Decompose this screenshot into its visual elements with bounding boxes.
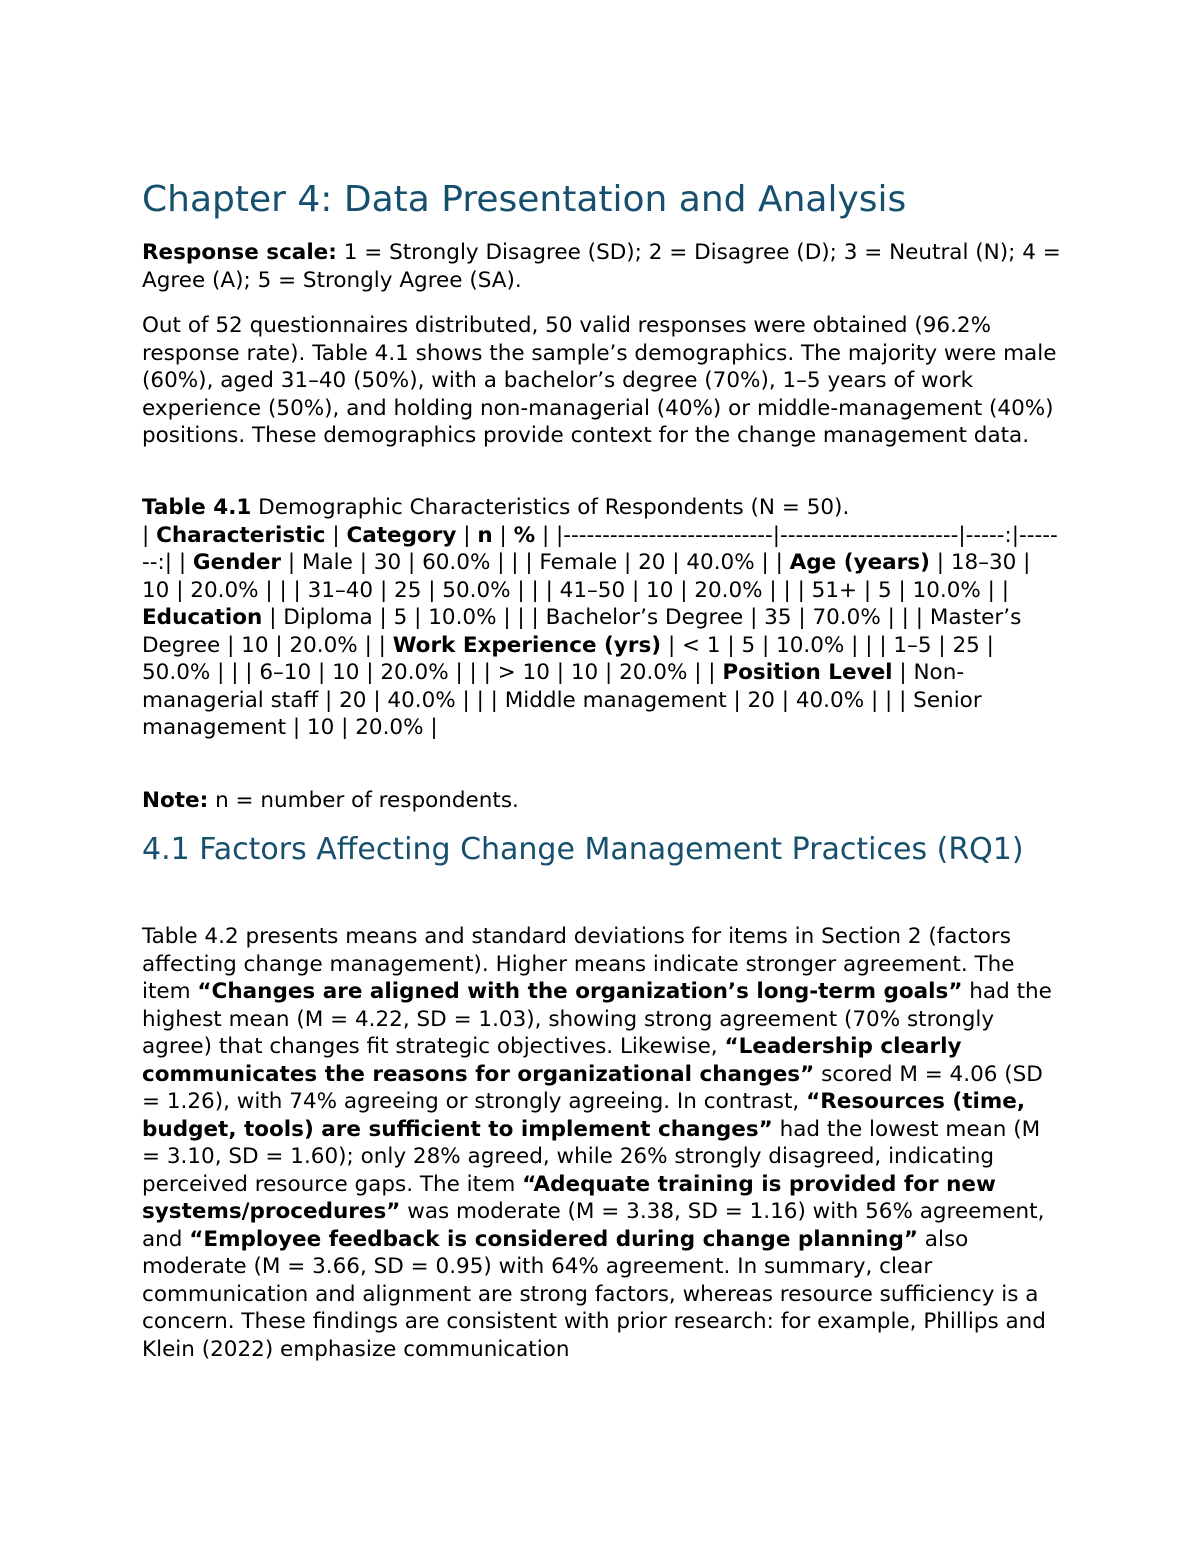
table-raw-run: |: [142, 522, 157, 548]
response-scale-paragraph: [142, 239, 1062, 294]
section-para-run: “Changes are aligned with the organization’s long-term goals”: [197, 979, 963, 1004]
section-para-run: “Resources (time, budget, tools) are sufficient to implement changes”: [142, 1089, 1026, 1142]
table-raw-run: Category: [346, 522, 457, 548]
table-raw-run: Work Experience (yrs): [392, 632, 662, 658]
table-raw-run: | 18–30 | 10 | 20.0% | | | 31–40 | 25 | 50.0% | | | 41–50 | 10 | 20.0% | | | 51+ | 5 | 10.0% | |: [142, 550, 1031, 603]
section-para-run: also moderate (M = 3.66, SD = 0.95) with 64% agreement. In summary, clear communication and alignment are strong factors, whereas resource sufficiency is a concern. These findings are consistent with prior research: for example, Phillips and Klein (2022) emphasize communication: [142, 1226, 1046, 1362]
table-raw-run: |: [492, 522, 514, 548]
table-raw-run: | |---------------------------|-----------------------|-----:|-------:| |: [142, 522, 1058, 575]
table-raw-run: | Male | 30 | 60.0% | | | Female | 20 | 40.0% | |: [281, 550, 790, 575]
table-raw-run: Gender: [192, 550, 282, 575]
response-scale-text: 1 = Strongly Disagree (SD); 2 = Disagree (D); 3 = Neutral (N); 4 = Agree (A); 5 = Strongly Agree (SA).: [142, 240, 1061, 293]
table-raw-run: | Diploma | 5 | 10.0% | | | Bachelor’s Degree | 35 | 70.0% | | | Master’s Degree | 10 | 20.0% | |: [142, 605, 1022, 658]
section-4-1-paragraph: [142, 923, 1062, 1363]
section-para-run: Table 4.2 presents means and standard deviations for items in Section 2 (factors affecting change management). Higher means indicate stronger agreement. The item: [142, 924, 1015, 1004]
table-4-1-label: Table 4.1: [142, 495, 252, 520]
section-para-run: was moderate (M = 3.38, SD = 1.16) with 56% agreement, and: [142, 1199, 1045, 1252]
note-label: Note:: [142, 788, 209, 813]
table-raw-run: | < 1 | 5 | 10.0% | | | 1–5 | 25 | 50.0% | | | 6–10 | 10 | 20.0% | | | > 10 | 10 | 20.0% | |: [142, 632, 994, 685]
note-text: n = number of respondents.: [208, 788, 519, 813]
section-para-run: had the highest mean (M = 4.22, SD = 1.03), showing strong agreement (70% strongly agree) that changes fit strategic objectives. Likewise,: [142, 979, 1052, 1059]
section-para-run: “Adequate training is provided for new systems/procedures”: [142, 1171, 996, 1224]
table-raw-run: n: [477, 522, 493, 548]
table-4-1-block: [142, 494, 1062, 742]
table-raw-run: | Non-managerial staff | 20 | 40.0% | | | Middle management | 20 | 40.0% | | | Senior management | 10 | 20.0% |: [142, 660, 982, 740]
table-raw-run: %: [513, 522, 536, 548]
section-para-run: scored M = 4.06 (SD = 1.26), with 74% agreeing or strongly agreeing. In contrast,: [142, 1061, 1043, 1114]
table-raw-run: Position Level: [722, 660, 893, 685]
section-4-1-heading: 4.1 Factors Affecting Change Management Practices (RQ1): [142, 832, 1024, 867]
table-4-1-caption: Demographic Characteristics of Respondents (N = 50).: [251, 495, 850, 520]
table-raw-run: |: [456, 522, 478, 548]
table-raw-run: |: [325, 522, 347, 548]
section-para-run: “Employee feedback is considered during change planning”: [189, 1226, 918, 1252]
note-paragraph: [142, 787, 1062, 815]
section-para-run: had the lowest mean (M = 3.10, SD = 1.60); only 28% agreed, while 26% strongly disagreed, indicating perceived resource gaps. The item: [142, 1116, 1041, 1197]
intro-paragraph: Out of 52 questionnaires distributed, 50 valid responses were obtained (96.2% response rate). Table 4.1 shows the sample’s demographics. The majority were male (60%), aged 31–40 (50%), with a bachelor’s degree (70%), 1–5 years of work experience (50%), and holding non-managerial (40%) or middle-management (40%) positions. These demographics provide context for the change management data.: [142, 313, 1057, 448]
table-4-1-raw: [142, 523, 1058, 741]
table-raw-run: Education: [142, 605, 263, 630]
table-raw-run: Age (years): [789, 550, 930, 575]
response-scale-label: Response scale:: [142, 240, 337, 265]
table-raw-run: Characteristic: [156, 522, 326, 548]
chapter-title: Chapter 4: Data Presentation and Analysis: [142, 179, 907, 220]
section-para-run: “Leadership clearly communicates the reasons for organizational changes”: [142, 1034, 962, 1087]
